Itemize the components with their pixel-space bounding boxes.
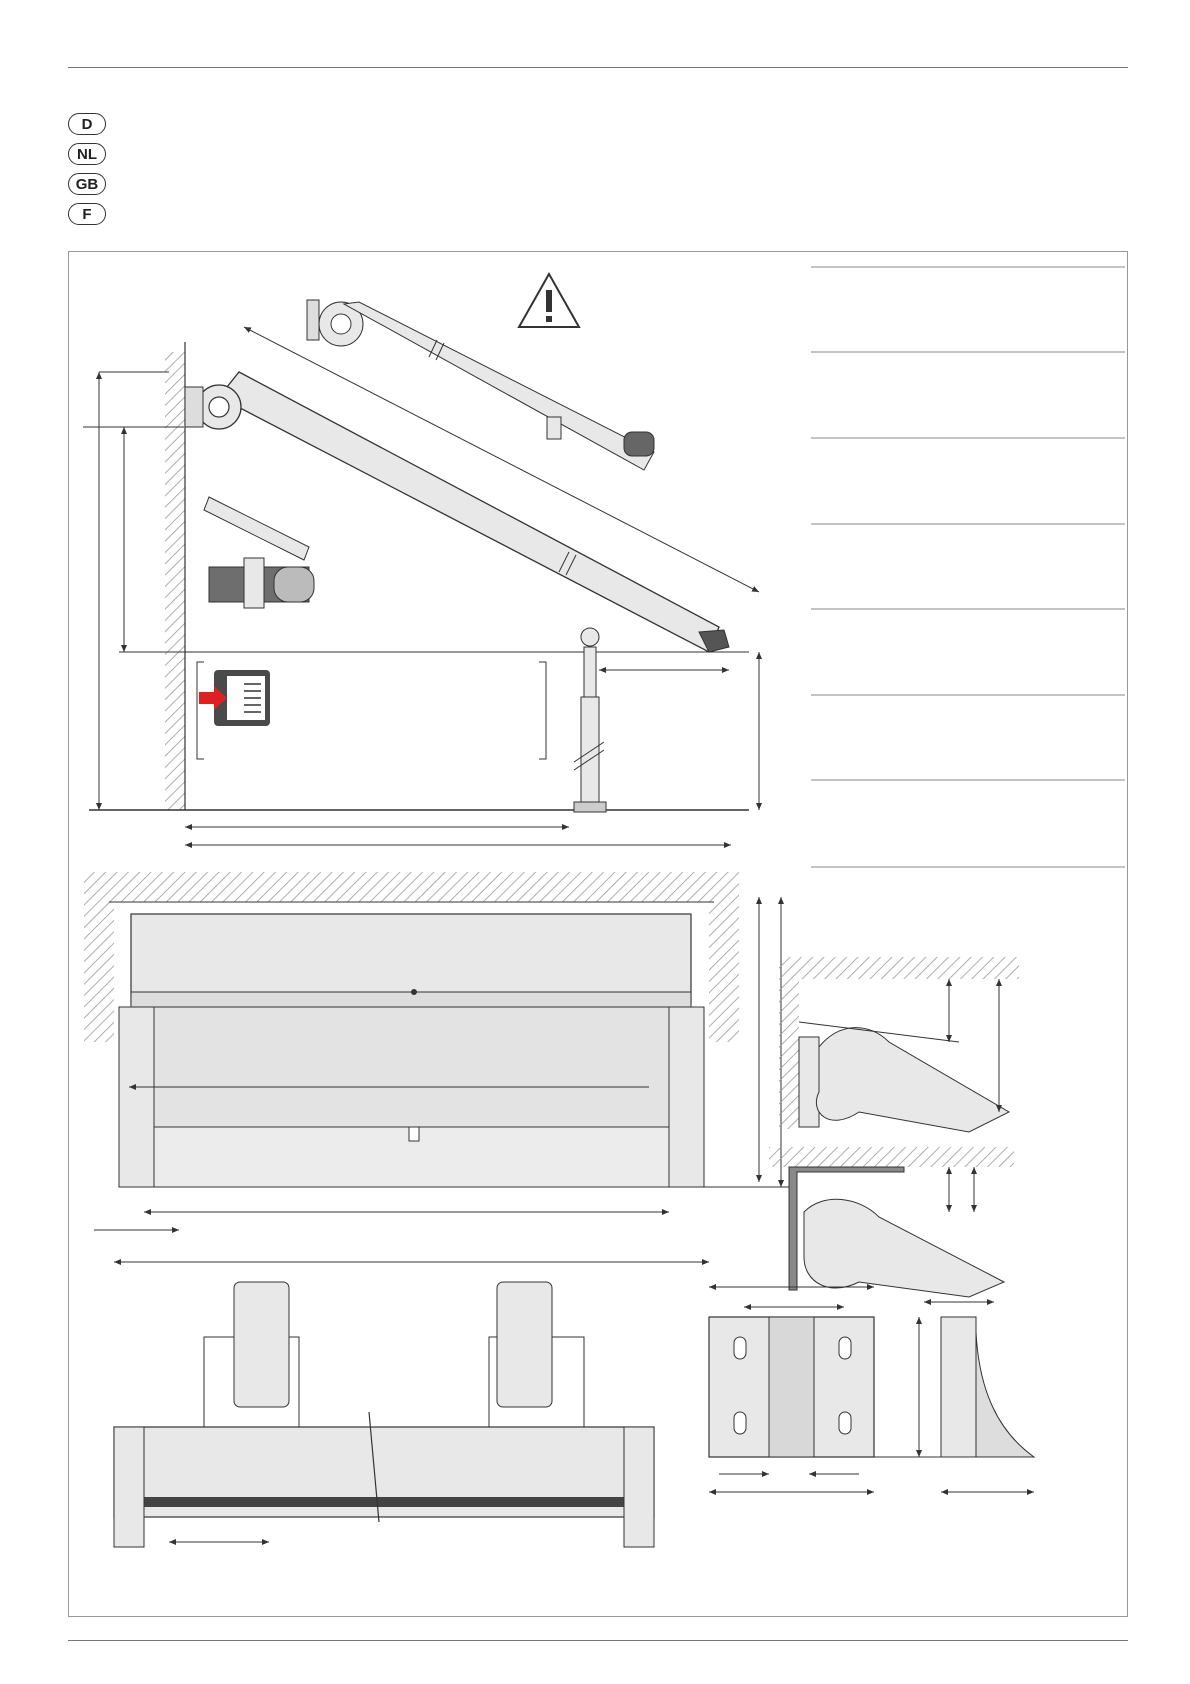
footer-rule — [68, 1640, 1128, 1641]
technical-drawing-panel — [68, 251, 1128, 1617]
bracket-plate-detail — [709, 1287, 1034, 1492]
language-badge-d: D — [68, 113, 106, 135]
ceiling-mount-detail — [779, 957, 1019, 1132]
awning-cassette-front — [119, 914, 704, 1187]
read-manual-icon — [199, 670, 270, 726]
awning-arm — [185, 372, 729, 652]
bracket-detail — [204, 497, 314, 608]
legend-table — [811, 267, 1125, 867]
header-rule — [68, 67, 1128, 68]
top-view-drawing — [114, 1282, 654, 1547]
support-post — [574, 628, 606, 812]
warning-triangle-icon — [519, 274, 579, 327]
side-view-drawing — [83, 274, 759, 845]
front-view-drawing — [84, 872, 789, 1262]
wall-mount-detail — [769, 1147, 1014, 1297]
technical-drawing — [69, 252, 1127, 1616]
language-badge-gb: GB — [68, 173, 106, 195]
wall-hatch — [165, 352, 185, 810]
language-badge-nl: NL — [68, 143, 106, 165]
language-badge-f: F — [68, 203, 106, 225]
